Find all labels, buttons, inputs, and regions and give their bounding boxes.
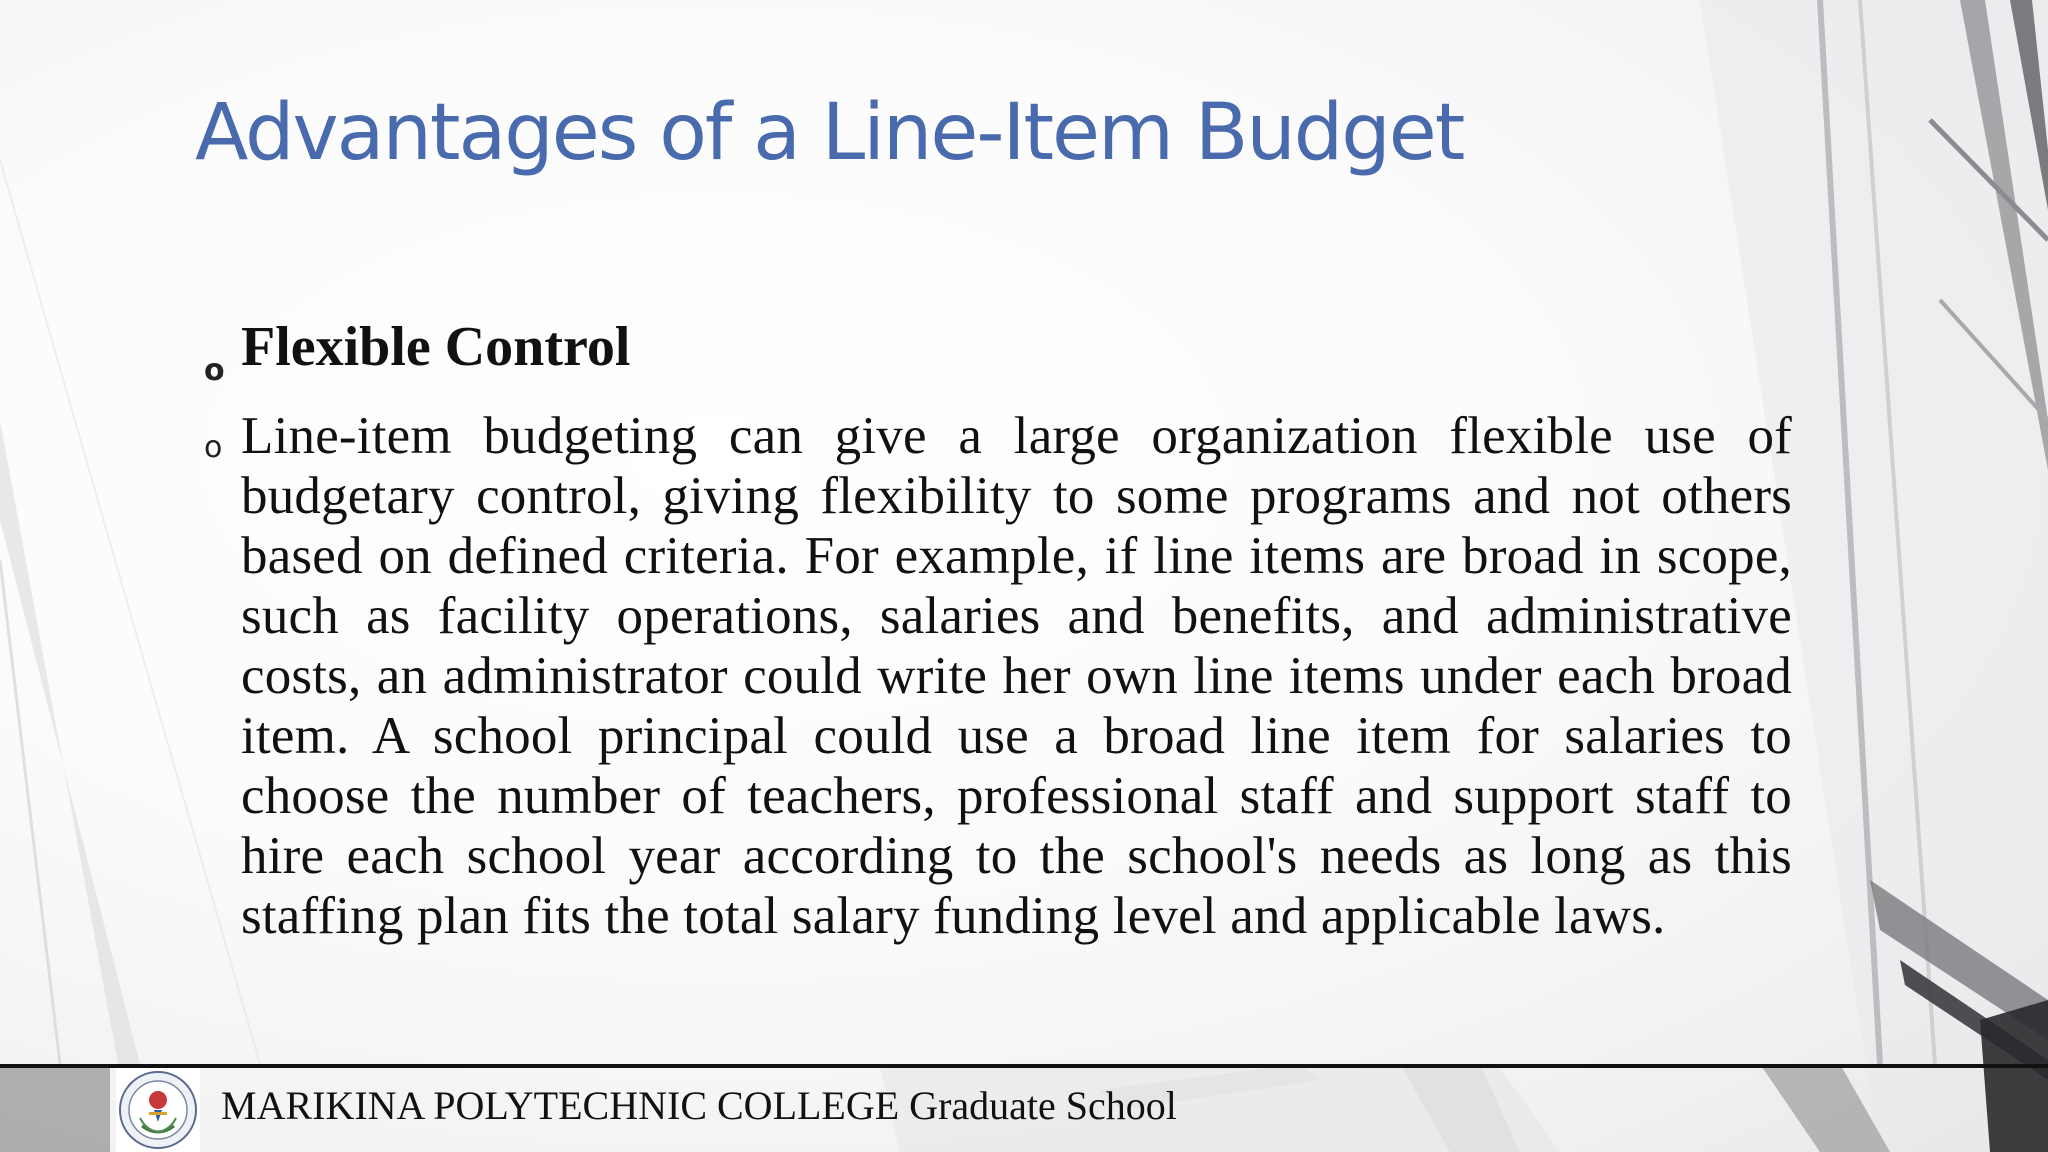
bullet-heading-text: Flexible Control: [241, 316, 631, 378]
footer-divider: [0, 1064, 2048, 1068]
footer-institution-name: MARIKINA POLYTECHNIC COLLEGE Graduate School: [221, 1083, 1177, 1128]
bullet-body-text: Line-item budgeting can give a large organization flexible use of budgetary control, giving flexibility to some programs and not others based on defined criteria. For example, if line items are broad in scope, such as facility operations, salaries and benefits, and administrative costs, an administrator could write her own line items under each broad item. A school principal could use a broad line item for salaries to choose the number of teachers, professional staff and support staff to hire each school year according to the school's needs as long as this staffing plan fits the total salary funding level and applicable laws.: [241, 407, 1792, 945]
bullet-circle-icon: o: [204, 353, 225, 388]
bullet-item-body: [200, 406, 1792, 946]
bullet-item-heading: [200, 310, 1792, 388]
bullet-circle-icon: o: [204, 430, 223, 465]
slide-title: Advantages of a Line-Item Budget: [195, 88, 1464, 178]
bullet-list: [200, 310, 1792, 946]
college-seal-icon: [116, 1068, 200, 1152]
